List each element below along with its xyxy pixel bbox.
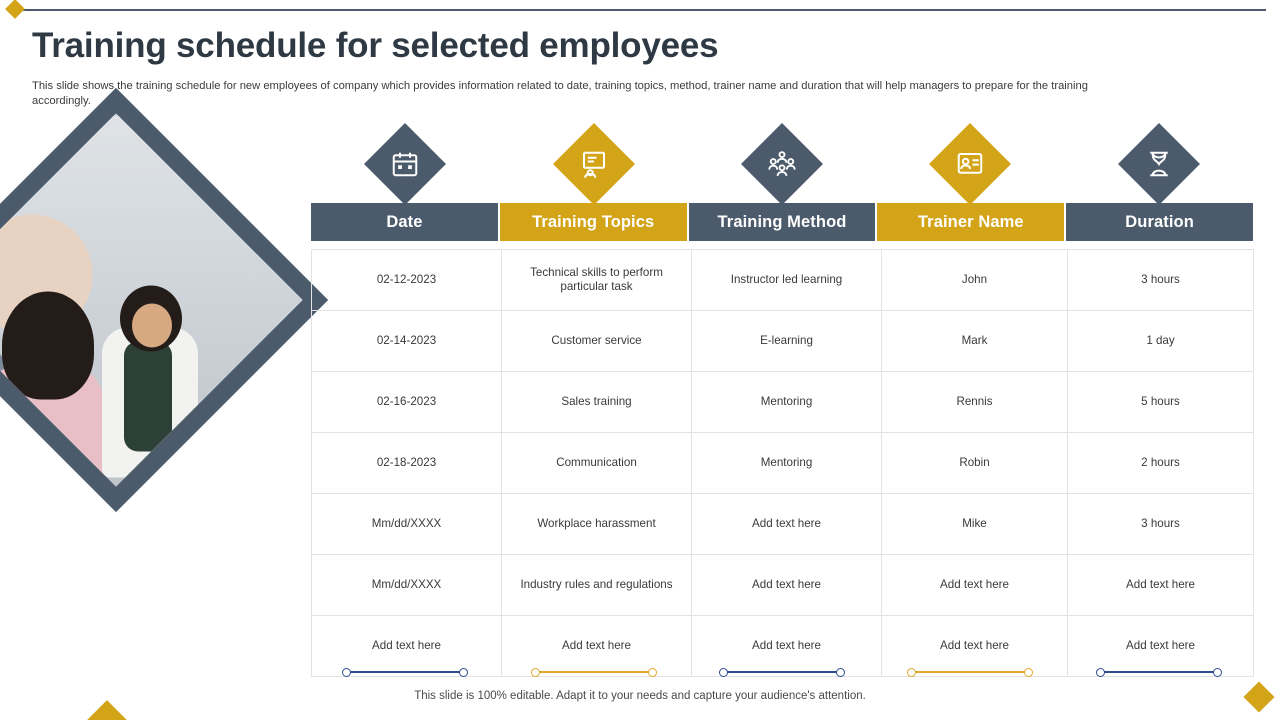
tick-group-duration: [1065, 663, 1253, 681]
header-trainer-name: Trainer Name: [877, 203, 1064, 241]
cell-training-topic: Sales training: [502, 372, 692, 433]
icon-cell-date: [311, 135, 499, 195]
cell-trainer-name: John: [882, 250, 1068, 311]
tick-group-trainer-name: [876, 663, 1064, 681]
cell-trainer-name: Add text here: [882, 616, 1068, 677]
cell-training-topic: Workplace harassment: [502, 494, 692, 555]
icon-cell-training-topics: [499, 135, 687, 195]
cell-training-topic: Customer service: [502, 311, 692, 372]
cell-trainer-name: Add text here: [882, 555, 1068, 616]
tick-line: [726, 671, 838, 673]
photo-diamond-frame: [0, 88, 328, 512]
column-tick-markers: [311, 663, 1253, 681]
training-group-icon: [741, 123, 823, 205]
training-schedule-table: [311, 133, 1253, 677]
training-group-icon-glyph: [762, 144, 802, 184]
header-training-topics: Training Topics: [500, 203, 687, 241]
tick-line: [538, 671, 650, 673]
cell-date: Add text here: [312, 616, 502, 677]
table-row: [312, 250, 1254, 311]
cell-training-topic: Industry rules and regulations: [502, 555, 692, 616]
header-duration: Duration: [1066, 203, 1253, 241]
icon-cell-duration: [1065, 135, 1253, 195]
calendar-icon-glyph: [385, 144, 425, 184]
tick-line: [349, 671, 461, 673]
cell-duration: Add text here: [1068, 616, 1254, 677]
icon-cell-training-method: [688, 135, 876, 195]
table-row: [312, 494, 1254, 555]
cell-date: 02-12-2023: [312, 250, 502, 311]
cell-training-method: Add text here: [692, 555, 882, 616]
cell-training-method: Add text here: [692, 616, 882, 677]
column-icons-row: [311, 133, 1253, 195]
cell-date: 02-18-2023: [312, 433, 502, 494]
cell-training-topic: Add text here: [502, 616, 692, 677]
presentation-board-icon: [553, 123, 635, 205]
presentation-board-icon-glyph: [574, 144, 614, 184]
cell-trainer-name: Robin: [882, 433, 1068, 494]
footer-note: This slide is 100% editable. Adapt it to your needs and capture your audience's attention.: [414, 690, 866, 702]
table-body: [311, 249, 1254, 677]
table-row: [312, 433, 1254, 494]
header-date: Date: [311, 203, 498, 241]
cell-trainer-name: Mike: [882, 494, 1068, 555]
table-row: [312, 372, 1254, 433]
table-row: [312, 555, 1254, 616]
tick-group-training-topics: [499, 663, 687, 681]
cell-trainer-name: Mark: [882, 311, 1068, 372]
cell-duration: 5 hours: [1068, 372, 1254, 433]
cell-duration: 1 day: [1068, 311, 1254, 372]
top-divider: [14, 9, 1266, 11]
cell-date: Mm/dd/XXXX: [312, 555, 502, 616]
cell-training-method: E-learning: [692, 311, 882, 372]
tick-line: [914, 671, 1026, 673]
cell-date: Mm/dd/XXXX: [312, 494, 502, 555]
trainer-badge-icon-glyph: [950, 144, 990, 184]
cell-training-topic: Communication: [502, 433, 692, 494]
cell-date: 02-14-2023: [312, 311, 502, 372]
hourglass-icon: [1118, 123, 1200, 205]
cell-duration: Add text here: [1068, 555, 1254, 616]
calendar-icon: [364, 123, 446, 205]
cell-trainer-name: Rennis: [882, 372, 1068, 433]
page-title: Training schedule for selected employees: [32, 26, 719, 65]
page-subtitle: This slide shows the training schedule for new employees of company which provides information related to date, training topics, method, trainer name and duration that will help managers to prepare for the training accordingly.: [32, 80, 1088, 107]
cell-date: 02-16-2023: [312, 372, 502, 433]
photo-image: [0, 115, 326, 512]
icon-cell-trainer-name: [876, 135, 1064, 195]
cell-training-method: Mentoring: [692, 433, 882, 494]
tick-group-training-method: [688, 663, 876, 681]
top-left-diamond-accent: [5, 0, 25, 19]
cell-duration: 3 hours: [1068, 250, 1254, 311]
cell-duration: 3 hours: [1068, 494, 1254, 555]
hourglass-icon-glyph: [1139, 144, 1179, 184]
tick-group-date: [311, 663, 499, 681]
cell-training-method: Instructor led learning: [692, 250, 882, 311]
cell-duration: 2 hours: [1068, 433, 1254, 494]
cell-training-method: Mentoring: [692, 372, 882, 433]
trainer-badge-icon: [929, 123, 1011, 205]
table-row: [312, 311, 1254, 372]
tick-line: [1103, 671, 1215, 673]
decorative-photo-block: [0, 140, 306, 660]
cell-training-topic: Technical skills to perform particular task: [502, 250, 692, 311]
cell-training-method: Add text here: [692, 494, 882, 555]
gold-diamond-accent: [63, 700, 151, 720]
header-training-method: Training Method: [689, 203, 876, 241]
table-header-row: [311, 203, 1253, 241]
